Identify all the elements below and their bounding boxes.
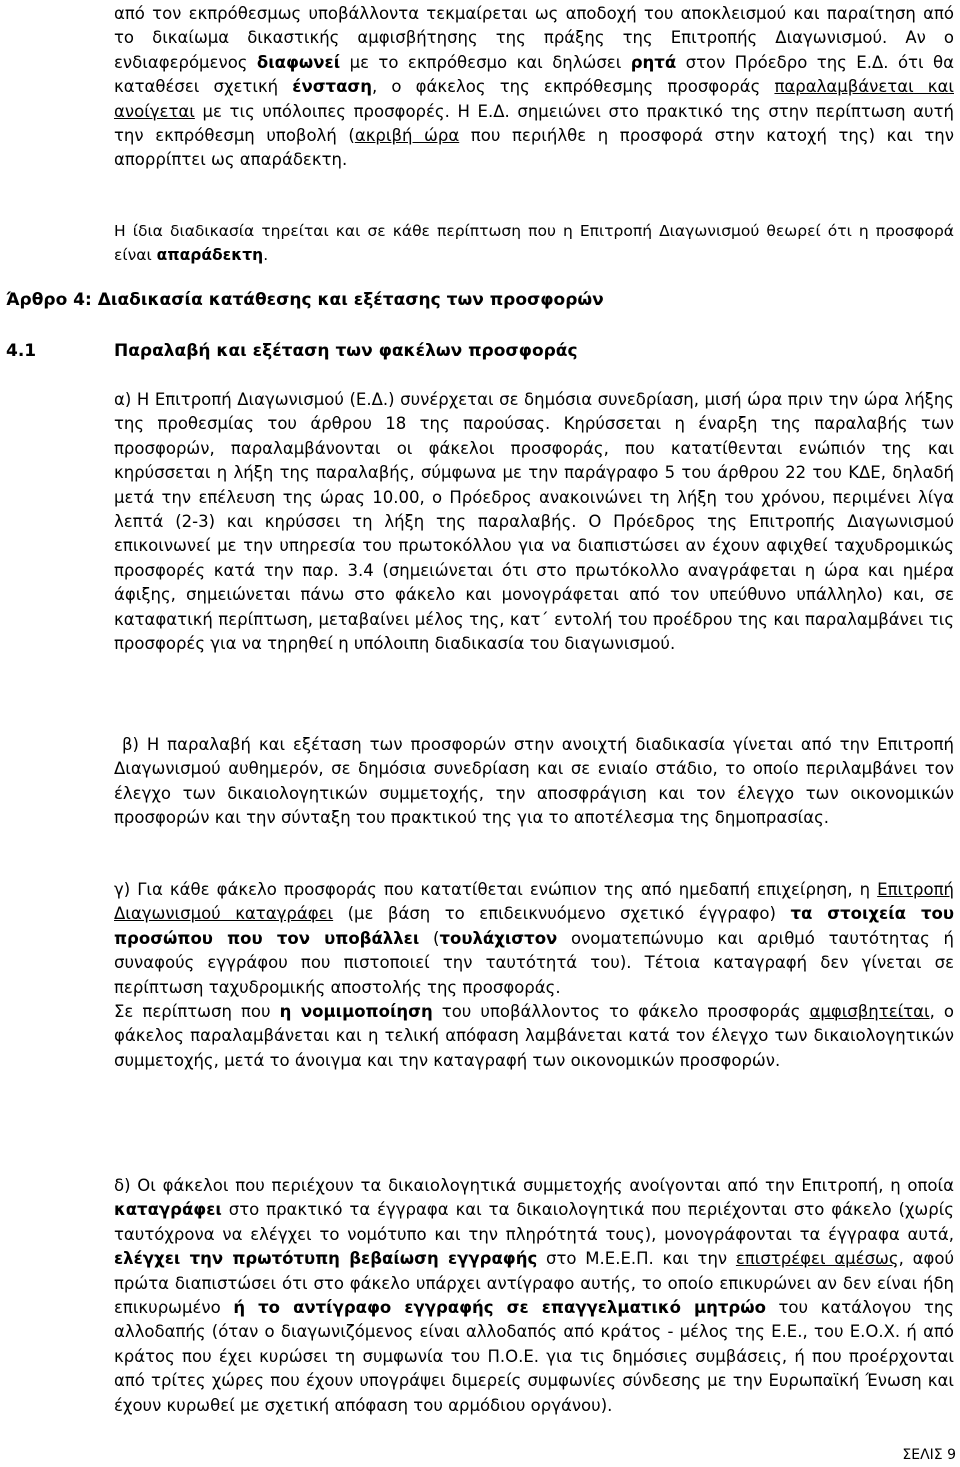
- text-run: του κατάλογου της αλλοδαπής (όταν ο διαγωνιζόμενος είναι αλλοδαπός από κράτος - μέλος της Ε.Ε., του Ε.Ο.Χ. ή από κράτος που έχει κυρώσει τη συμφωνία του Π.Ο.Ε. για τις δημόσιες συμβάσεις, ή που προέρχονται από τρίτες χώρες που έχουν υπογράψει διμερείς συμφωνίες σύνδεσης με την Ευρωπαϊκή Ένωση και έχουν κυρωθεί με σχετική απόφαση του αρμόδιου οργάνου).: [114, 1298, 954, 1415]
- text-run: , ο φάκελος της εκπρόθεσμης προσφοράς: [372, 77, 775, 97]
- paragraph-c-part-1: [114, 878, 954, 1000]
- text-run: τουλάχιστον: [439, 928, 558, 948]
- paragraph-d: [114, 1174, 954, 1418]
- text-run: ένσταση: [292, 77, 373, 97]
- text-run: Επιτροπή Διαγωνισμού καταγράφει: [114, 880, 954, 924]
- text-run: στον Πρόεδρο της Ε.Δ. ότι θα καταθέσει σχετική: [114, 52, 954, 97]
- text-run: (: [419, 928, 440, 948]
- article-heading: Άρθρο 4: Διαδικασία κατάθεσης και εξέτασης των προσφορών: [6, 290, 604, 310]
- text-run: α) Η Επιτροπή Διαγωνισμού (Ε.Δ.) συνέρχεται σε δημόσια συνεδρίαση, μισή ώρα πριν την ώρα λήξης της προθεσμίας του άρθρου 18 της παρούσας. Κηρύσσεται η έναρξη της παραλαβής των προσφορών, παραλαμβάνονται οι φάκελοι προσφοράς, που κατατίθενται ενώπιόν της και κηρύσσεται η λήξη της παραλαβής, σύμφωνα με την παράγραφο 5 του άρθρου 22 του ΚΔΕ, δηλαδή μετά την επέλευση της ώρας 10.00, ο Πρόεδρος ανακοινώνει τη λήξη του χρόνου, περιμένει λίγα λεπτά (2-3) και κηρύσσει τη λήξη της παραλαβής. Ο Πρόεδρος της Επιτροπής Διαγωνισμού επικοινωνεί με την υπηρεσία του πρωτοκόλλου για να διαπιστώσει αν έχουν αφιχθεί ταχυδρομικώς προσφορές κατά την παρ. 3.4 (σημειώνεται ότι στο πρωτόκολλο αναγράφεται η ώρα και ημέρα άφιξης, σημειώνεται πάνω στο φάκελο και μονογράφεται από τον υπεύθυνο υπάλληλο) και, σε καταφατική περίπτωση, μεταβαίνει μέλος της, κατ΄ εντολή του προέδρου της και παραλαμβάνει τις προσφορές για να τηρηθεί η υπόλοιπη διαδικασία του διαγωνισμού.: [114, 390, 954, 654]
- text-run: Σε περίπτωση που: [114, 1002, 280, 1022]
- text-run: με το εκπρόθεσμο και δηλώσει: [340, 52, 631, 72]
- text-run: τα στοιχεία του προσώπου που τον υποβάλλει: [114, 904, 954, 948]
- text-run: στο Μ.Ε.Ε.Π. και την: [537, 1249, 736, 1269]
- text-run: ονοματεπώνυμο και αριθμό ταυτότητας ή συναφούς εγγράφου που πιστοποιεί την ταυτότητά του). Τέτοια καταγραφή δεν γίνεται σε περίπτωση ταχυδρομικής αποστολής της προσφοράς.: [114, 928, 954, 997]
- paragraph-b: [114, 733, 954, 831]
- text-run: απαράδεκτη: [156, 246, 264, 264]
- section-title: Παραλαβή και εξέταση των φακέλων προσφοράς: [114, 341, 578, 361]
- paragraph-c-part-2: [114, 1000, 954, 1073]
- text-run: β) Η παραλαβή και εξέταση των προσφορών στην ανοιχτή διαδικασία γίνεται από την Επιτροπή Διαγωνισμού αυθημερόν, σε δημόσια συνεδρίαση και σε ενιαίο στάδιο, το οποίο περιλαμβάνει τον έλεγχο των δικαιολογητικών συμμετοχής, την αποσφράγιση και τον έλεγχο των οικονομικών προσφορών και την σύνταξη του πρακτικού της για το αποτέλεσμα της δημοπρασίας.: [114, 735, 954, 828]
- text-run: από τον εκπρόθεσμως υποβάλλοντα τεκμαίρεται ως αποδοχή του αποκλεισμού και παραίτηση από το δικαίωμα δικαστικής αμφισβήτησης της πράξης της Επιτροπής Διαγωνισμού. Αν ο ενδιαφερόμενος: [114, 4, 954, 72]
- text-run: αμφισβητείται: [809, 1002, 930, 1022]
- text-run: με τις υπόλοιπες προσφορές. Η Ε.Δ. σημειώνει στο πρακτικό της στην περίπτωση αυτή την εκπρόθεσμη υποβολή (: [114, 101, 954, 146]
- section-number: 4.1: [6, 341, 37, 361]
- page-number: ΣΕΛΙΣ 9: [902, 1447, 956, 1463]
- text-run: .: [263, 246, 269, 264]
- text-run: στο πρακτικό τα έγγραφα και τα δικαιολογητικά που περιέχονται στο φάκελο (χωρίς ταυτόχρονα να ελέγχει το νομότυπο και την πληρότητά τους), μονογράφονται τα έγγραφα αυτά,: [114, 1200, 954, 1244]
- text-run: (με βάση το επιδεικνυόμενο σχετικό έγγραφο): [333, 904, 791, 924]
- text-run: , αφού πρώτα διαπιστώσει ότι στο φάκελο υπάρχει αντίγραφο αυτής, το οποίο επικυρώνει αν δεν είναι ήδη επικυρωμένο: [114, 1249, 954, 1318]
- text-run: η νομιμοποίηση: [279, 1002, 433, 1022]
- text-run: ακριβή ώρα: [354, 126, 460, 146]
- text-run: του υποβάλλοντος το φάκελο προσφοράς: [432, 1002, 810, 1022]
- text-run: , ο φάκελος παραλαμβάνεται και η τελική απόφαση λαμβάνεται κατά τον έλεγχο των δικαιολογητικών συμμετοχής, μετά το άνοιγμα και την καταγραφή των οικονομικών προσφορών.: [114, 1002, 954, 1070]
- text-run: καταγράφει: [114, 1200, 222, 1220]
- text-run: ή το αντίγραφο εγγραφής σε επαγγελματικό μητρώο: [233, 1298, 766, 1318]
- intro-paragraph: [114, 2, 954, 173]
- text-run: επιστρέφει αμέσως: [735, 1249, 899, 1269]
- text-run: που περιήλθε η προσφορά στην κατοχή της) και την απορρίπτει ως απαράδεκτη.: [114, 126, 954, 170]
- paragraph-a: [114, 388, 954, 656]
- paragraph-c: [114, 878, 954, 1073]
- text-run: διαφωνεί: [256, 52, 341, 72]
- text-run: ελέγχει την πρωτότυπη βεβαίωση εγγραφής: [114, 1249, 538, 1269]
- text-run: Η ίδια διαδικασία τηρείται και σε κάθε περίπτωση που η Επιτροπή Διαγωνισμού θεωρεί ότι η προσφορά είναι: [114, 222, 954, 264]
- text-run: ρητά: [630, 52, 677, 72]
- text-run: δ) Οι φάκελοι που περιέχουν τα δικαιολογητικά συμμετοχής ανοίγονται από την Επιτροπή, η οποία: [114, 1176, 954, 1195]
- text-run: παραλαμβάνεται και ανοίγεται: [114, 77, 954, 121]
- intro-paragraph-2: [114, 219, 954, 267]
- text-run: γ) Για κάθε φάκελο προσφοράς που κατατίθεται ενώπιον της από ημεδαπή επιχείρηση, η: [114, 880, 878, 899]
